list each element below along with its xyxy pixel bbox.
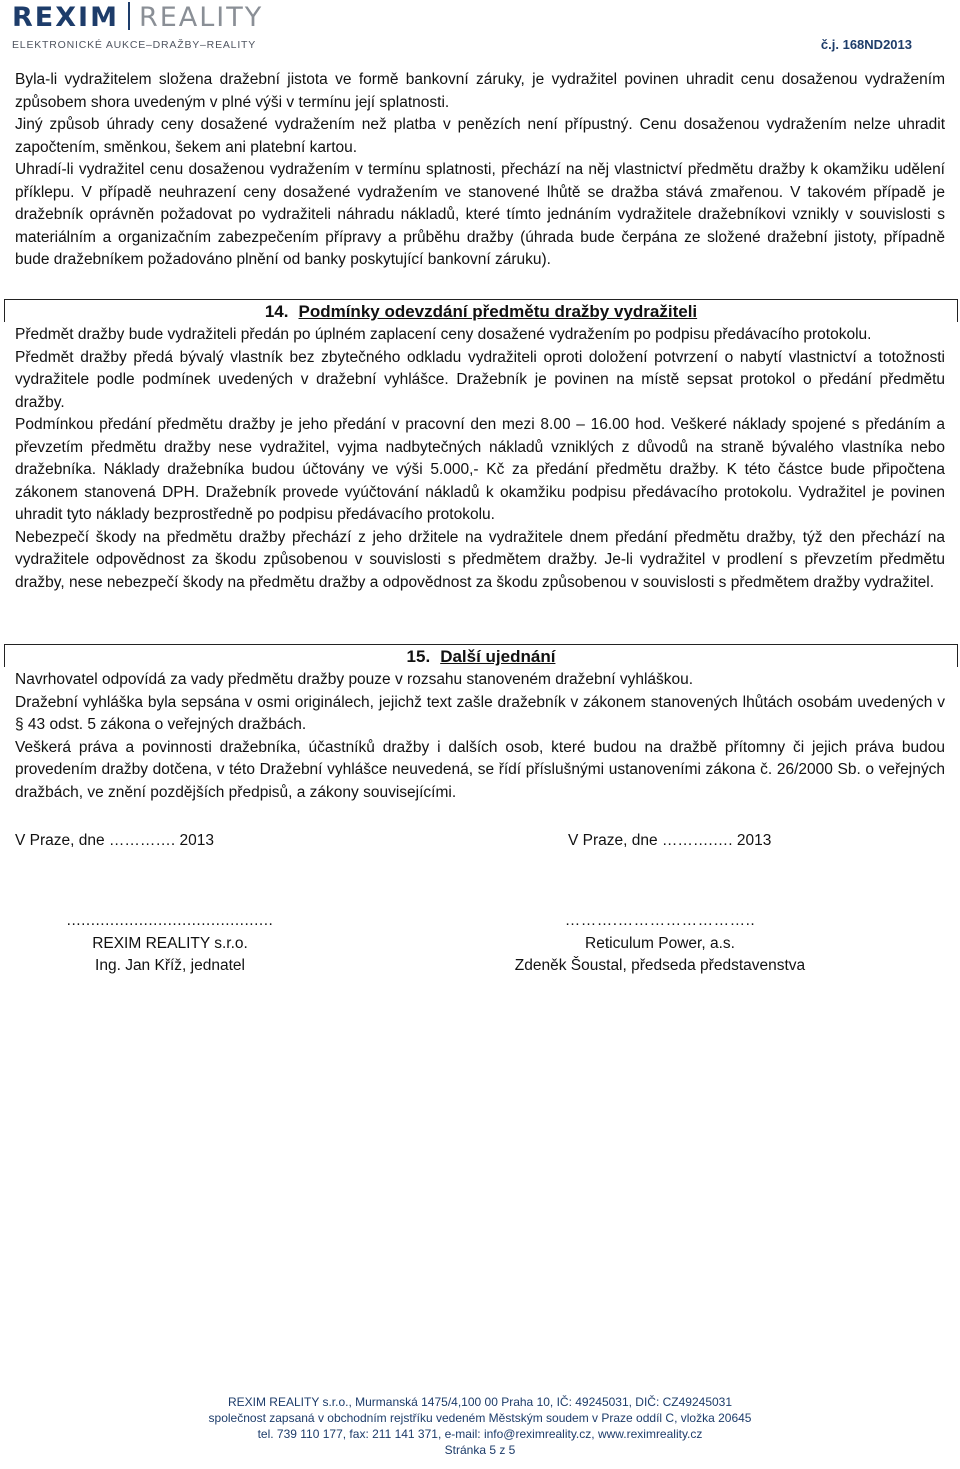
signatory-company: Reticulum Power, a.s.: [585, 934, 735, 952]
section-15-heading: [4, 644, 958, 667]
paragraph: Předmět dražby bude vydražiteli předán po úplném zaplacení ceny dosažené vydražením po podpisu předávacího protokolu.: [15, 326, 872, 343]
section-number: 15.: [406, 647, 431, 666]
right-signature-block: [480, 910, 840, 978]
paragraph: Jiný způsob úhrady ceny dosažené vydražením než platba v penězích není přípustný. Cenu dosaženou vydražením nelze uhradit započtením, směnkou, šekem ani platební kartou.: [15, 116, 945, 156]
left-signature-date: V Praze, dne …………. 2013: [15, 832, 215, 849]
page-number: Stránka 5 z 5: [444, 1443, 516, 1457]
right-signature-date: V Praze, dne ……….…. 2013: [568, 832, 772, 849]
section-title: Další ujednání: [440, 647, 556, 666]
footer-address: REXIM REALITY s.r.o., Murmanská 1475/4,100 00 Praha 10, IČ: 49245031, DIČ: CZ49245031: [227, 1395, 733, 1409]
company-logo: [12, 2, 272, 54]
logo-wordmark: [12, 2, 263, 36]
signature-line: ...........................................: [66, 912, 274, 929]
section-number: 14.: [264, 302, 289, 321]
signatory-name: Ing. Jan Kříž, jednatel: [95, 957, 245, 974]
section-14-heading: [4, 299, 958, 322]
paragraph: Uhradí-li vydražitel cenu dosaženou vydražením v termínu splatnosti, přechází na něj vlastnictví předmětu dražby k okamžiku udělení příklepu. V případě neuhrazení ceny dosažené vydražením ve stanovené lhůtě se dražba stává zmařenou. V takovém případě je dražebník oprávněn požadovat po vydražiteli náhradu nákladů, které tímto jednáním vydražitele dražebníkovi vznikly v souvislosti s materiálním a organizačním zabezpečením přípravy a průběhu dražby (úhrada bude čerpána ze složené dražební jistoty, případně bude dražebníkem požadováno plnění od banky poskytující bankovní záruku).: [15, 161, 945, 268]
signature-line: ……….……………………..: [564, 912, 756, 929]
signatory-name: Zdeněk Šoustal, předseda představenstva: [514, 957, 806, 974]
paragraph: Byla-li vydražitelem složena dražební jistota ve formě bankovní záruky, je vydražitel povinen uhradit cenu dosaženou vydražením způsobem shora uvedeným v plné výši v termínu její splatnosti.: [15, 71, 945, 111]
paragraph: Veškerá práva a povinnosti dražebníka, účastníků dražby i dalších osob, které budou na dražbě přítomny či jejich práva budou provedením dražby dotčena, v této Dražební vyhlášce neuvedená, se řídí příslušnými ustanoveními zákona č. 26/2000 Sb. o veřejných dražbách, ve znění pozdějších předpisů, a zákony souvisejícími.: [15, 738, 945, 801]
paragraph: Navrhovatel odpovídá za vady předmětu dražby pouze v rozsahu stanoveném dražební vyhláškou.: [15, 671, 694, 688]
paragraph: Předmět dražby předá bývalý vlastník bez zbytečného odkladu vydražiteli oproti doložení potvrzení o nabytí vlastnictví a totožnosti vydražitele podle podmínek uvedených v dražební vyhlášce. Dražebník je povinen na místě sepsat protokol o předání předmětu dražby.: [15, 348, 945, 411]
logo-reality-text: REALITY: [138, 2, 264, 33]
document-reference: č.j. 168ND2013: [820, 37, 912, 52]
page-footer: [0, 1394, 960, 1458]
logo-tagline: ELEKTRONICKÉ AUKCE–DRAŽBY–REALITY: [12, 39, 257, 51]
footer-registration: společnost zapsaná v obchodním rejstříku vedeném Městským soudem v Praze oddíl C, vložka 20645: [208, 1411, 752, 1425]
logo-rexim-text: REXIM: [12, 2, 119, 33]
logo-divider: [128, 2, 130, 30]
signatory-company: REXIM REALITY s.r.o.: [92, 934, 248, 952]
paragraph: Nebezpečí škody na předmětu dražby přechází z jeho držitele na vydražitele dnem předání předmětu dražby, týž den přechází na vydražitele odpovědnost za škodu způsobenou v souvislosti s předmětem dražby. Je-li vydražitel v prodlení s převzetím předmětu dražby, nese nebezpečí škody na předmětu dražby a odpovědnost za škodu způsobenou v souvislosti s předmětem dražby vydražitel.: [15, 528, 945, 591]
left-signature-block: [40, 910, 300, 978]
section-14-text: [15, 324, 945, 594]
intro-text: [15, 69, 945, 272]
footer-contact: tel. 739 110 177, fax: 211 141 371, e-mail: info@reximreality.cz, www.reximreality.cz: [257, 1427, 703, 1441]
section-15-text: [15, 669, 945, 804]
section-title: Podmínky odevzdání předmětu dražby vydražiteli: [298, 302, 698, 321]
paragraph: Podmínkou předání předmětu dražby je jeho předání v pracovní den mezi 8.00 – 16.00 hod. Veškeré náklady spojené s předáním a převzetím předmětu dražby nese vydražitel, vyjma nadbytečných nákladů vzniklých z důvodů na straně bývalého vlastníka nebo dražebníka. Náklady dražebníka budou účtovány ve výši 5.000,- Kč za předání předmětu dražby. K této částce bude připočtena zákonem stanovená DPH. Dražebník provede vyúčtování nákladů k okamžiku podpisu předávacího protokolu. Vydražitel je povinen uhradit tyto náklady bezprostředně po podpisu předávacího protokolu.: [15, 416, 945, 523]
paragraph: Dražební vyhláška byla sepsána v osmi originálech, jejichž text zašle dražebník v zákonem stanovených lhůtách osobám uvedených v § 43 odst. 5 zákona o veřejných dražbách.: [15, 693, 945, 733]
